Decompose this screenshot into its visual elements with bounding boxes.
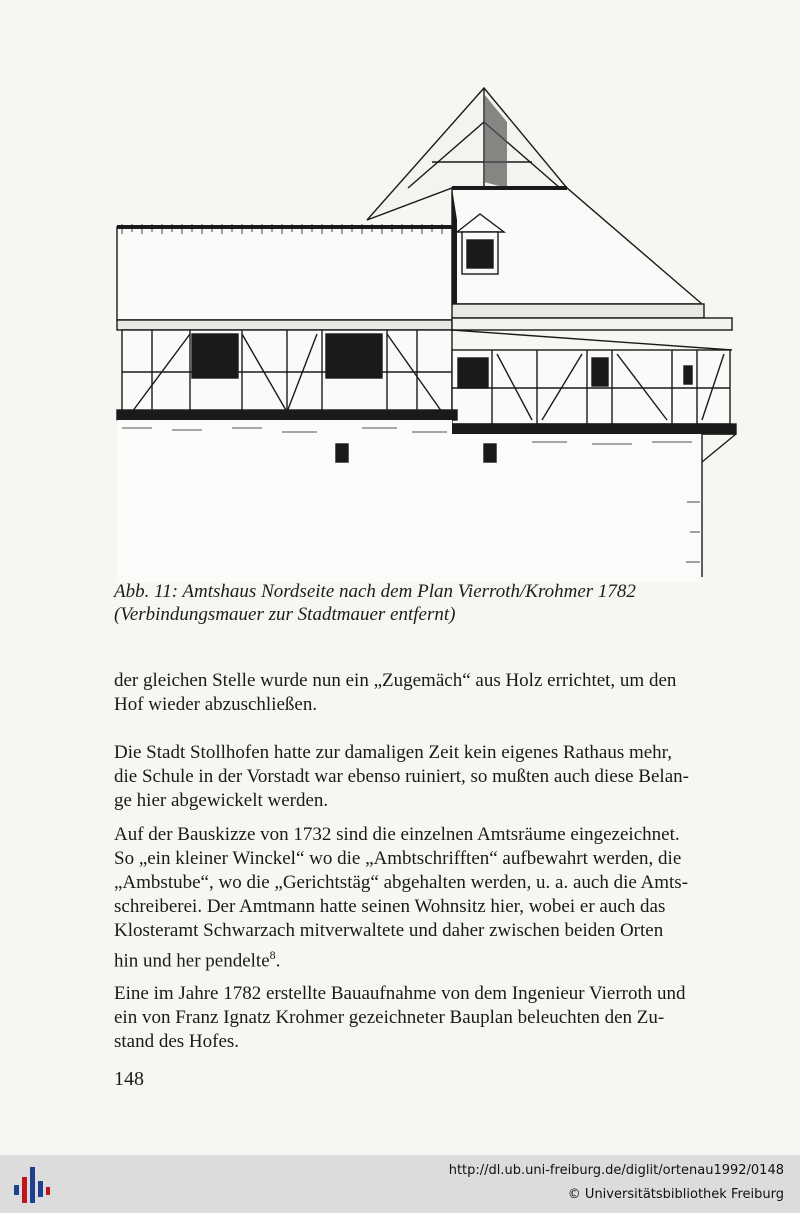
viewer-footer [0, 1155, 800, 1213]
text-line: Die Stadt Stollhofen hatte zur damaligen Zeit kein eigenes Rathaus mehr, [114, 742, 672, 763]
text-line: „Ambstube“, wo die „Gerichtstäg“ abgehalten werden, u. a. auch die Amts- [114, 872, 689, 893]
paragraph-4 [114, 982, 732, 1054]
paragraph-2 [114, 741, 732, 813]
page-url-link[interactable]: http://dl.ub.uni-freiburg.de/diglit/ortenau1992/0148 [448, 1163, 784, 1178]
ub-freiburg-logo-icon [12, 1163, 52, 1207]
figure-caption: Abb. 11: Amtshaus Nordseite nach dem Plan Vierroth/Krohmer 1782 (Verbindungsmauer zur Stadtmauer entfernt) [114, 581, 636, 625]
page-number: 148 [114, 1068, 144, 1090]
copyright-notice: © Universitätsbibliothek Freiburg [567, 1187, 784, 1202]
text-line: Auf der Bauskizze von 1732 sind die einzelnen Amtsräume eingezeichnet. [114, 824, 680, 845]
text-line: ein von Franz Ignatz Krohmer gezeichneter Bauplan beleuchten den Zu- [114, 1007, 665, 1028]
text-line: stand des Hofes. [114, 1031, 240, 1052]
text-line: Hof wieder abzuschließen. [114, 694, 318, 715]
figure-building-drawing [112, 82, 742, 582]
text-fragment: . [275, 950, 281, 972]
text-line: Klosteramt Schwarzach mitverwaltete und daher zwischen beiden Orten [114, 920, 664, 941]
amtshaus-illustration [112, 82, 742, 582]
text-line: Eine im Jahre 1782 erstellte Bauaufnahme von dem Ingenieur Vierroth und [114, 983, 686, 1004]
text-line: die Schule in der Vorstadt war ebenso ruiniert, so mußten auch diese Belan- [114, 766, 689, 787]
text-line-last [114, 943, 732, 973]
text-fragment: hin und her pendelte [114, 950, 270, 972]
text-line: So „ein kleiner Winckel“ wo die „Ambtschrifften“ aufbewahrt werden, die [114, 848, 682, 869]
paragraph-3 [114, 823, 732, 973]
text-line: ge hier abgewickelt werden. [114, 790, 329, 811]
footnote-marker[interactable]: 8 [269, 948, 276, 962]
text-line: schreiberei. Der Amtmann hatte seinen Wohnsitz hier, wobei er auch das [114, 896, 666, 917]
text-line: der gleichen Stelle wurde nun ein „Zugemäch“ aus Holz errichtet, um den [114, 670, 677, 691]
paragraph-1 [114, 669, 732, 717]
